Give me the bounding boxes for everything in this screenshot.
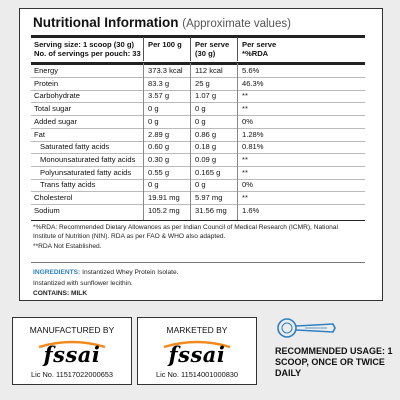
ingredients-line2: Instantized with sunflower lecithin. (33, 280, 133, 287)
fssai-wordmark: fssai (168, 342, 226, 366)
value-per-serve: 5.97 mg (195, 193, 223, 202)
ingredients (33, 268, 179, 277)
value-per-100g: 19.91 mg (148, 193, 180, 202)
value-rda: ** (242, 91, 248, 101)
fssai-logo-graphic (158, 338, 236, 366)
value-rda: 0.81% (242, 142, 264, 152)
value-rda: 1.28% (242, 129, 264, 139)
value-rda: 0% (242, 116, 253, 126)
value-per-100g: 0.55 g (148, 167, 170, 177)
value-per-serve: 25 g (195, 78, 210, 88)
value-rda: ** (242, 167, 248, 177)
ingredients-key: INGREDIENTS: (33, 269, 81, 276)
nutrient-label: Energy (34, 66, 59, 75)
value-per-100g: 0.60 g (148, 142, 170, 152)
marketed-by-box (137, 317, 257, 385)
value-rda: ** (242, 154, 248, 164)
value-per-100g: 0 g (148, 180, 159, 190)
fssai-logo (138, 338, 256, 371)
value-rda: 1.6% (242, 205, 260, 215)
value-per-100g: 0 g (148, 116, 159, 126)
value-per-100g: 105.2 mg (148, 205, 180, 215)
panel-title (33, 15, 291, 30)
nutrient-label: Monounsaturated fatty acids (40, 154, 136, 164)
header-divider (237, 37, 238, 61)
value-rda: 0% (242, 180, 253, 190)
value-per-serve: 0 g (195, 104, 206, 114)
header-rule (31, 62, 365, 65)
servings-per-pouch: No. of servings per pouch: 33 (34, 49, 141, 58)
value-per-100g: 3.57 g (148, 91, 170, 101)
nutrient-label: Saturated fatty acids (40, 142, 110, 152)
manufactured-by-box (12, 317, 132, 385)
column-divider (237, 63, 238, 220)
value-rda: ** (242, 193, 248, 202)
value-per-serve: 0.165 g (195, 167, 221, 177)
nutrient-label: Trans fatty acids (40, 180, 96, 190)
title-note: (Approximate values) (182, 18, 291, 30)
rda-footnote: *%RDA: Recommended Dietary Allowances as per Indian Council of Medical Research (ICMR), National Institute of Nutrition (NIN). RDA as per FAO & WHO also adapted. (33, 224, 338, 240)
rda-not-established: **RDA Not Established. (33, 243, 102, 250)
value-per-serve: 0.18 g (195, 142, 217, 152)
fssai-wordmark: fssai (43, 342, 101, 366)
column-divider (143, 63, 144, 220)
value-per-100g: 2.89 g (148, 129, 170, 139)
nutrient-label: Fat (34, 129, 45, 139)
ingredients-text: Instantized Whey Protein Isolate. (82, 269, 179, 276)
scoop-icon (275, 316, 339, 347)
col-rda-line1: Per serve (242, 40, 277, 49)
marketed-by-title: MARKETED BY (166, 325, 228, 335)
header-divider (143, 37, 144, 61)
nutrient-label: Protein (34, 78, 59, 88)
fssai-logo-graphic (33, 338, 111, 366)
nutrient-label: Total sugar (34, 104, 72, 114)
nutrient-label: Carbohydrate (34, 91, 81, 101)
col-per-serve-line2: (30 g) (195, 49, 216, 58)
column-divider (190, 63, 191, 220)
ingredients-rule (31, 262, 365, 263)
serving-size: Serving size: 1 scoop (30 g) (34, 40, 135, 49)
value-per-serve: 112 kcal (195, 66, 223, 75)
nutrient-label: Polyunsaturated fatty acids (40, 167, 132, 177)
col-per-100g: Per 100 g (148, 40, 182, 49)
value-per-serve: 0.86 g (195, 129, 217, 139)
col-per-serve-line1: Per serve (195, 40, 230, 49)
value-per-serve: 0 g (195, 180, 206, 190)
manufactured-by-title: MANUFACTURED BY (29, 325, 115, 335)
header-divider (190, 37, 191, 61)
value-per-serve: 31.56 mg (195, 205, 227, 215)
nutrient-label: Added sugar (34, 116, 78, 126)
title-rule (31, 35, 365, 38)
nutrient-label: Sodium (34, 205, 60, 215)
value-per-100g: 0.30 g (148, 154, 170, 164)
nutrient-label: Cholesterol (34, 193, 73, 202)
value-per-serve: 0.09 g (195, 154, 217, 164)
value-per-serve: 1.07 g (195, 91, 217, 101)
value-per-serve: 0 g (195, 116, 206, 126)
col-rda-line2: *%RDA (242, 49, 269, 58)
value-rda: 46.3% (242, 78, 264, 88)
title-text: Nutritional Information (33, 15, 179, 30)
fssai-logo (13, 338, 131, 371)
value-per-100g: 0 g (148, 104, 159, 114)
marketer-license: Lic No. 11514001000830 (155, 370, 239, 379)
table-bottom-rule (31, 220, 365, 221)
value-per-100g: 83.3 g (148, 78, 170, 88)
manufacturer-license: Lic No. 11517022000653 (30, 370, 114, 379)
recommended-usage: RECOMMENDED USAGE: 1 SCOOP, ONCE OR TWICE DAILY (275, 346, 393, 378)
contains-allergen: CONTAINS: MILK (33, 290, 88, 297)
value-rda: 5.6% (242, 66, 260, 75)
value-rda: ** (242, 104, 248, 114)
value-per-100g: 373.3 kcal (148, 66, 183, 75)
